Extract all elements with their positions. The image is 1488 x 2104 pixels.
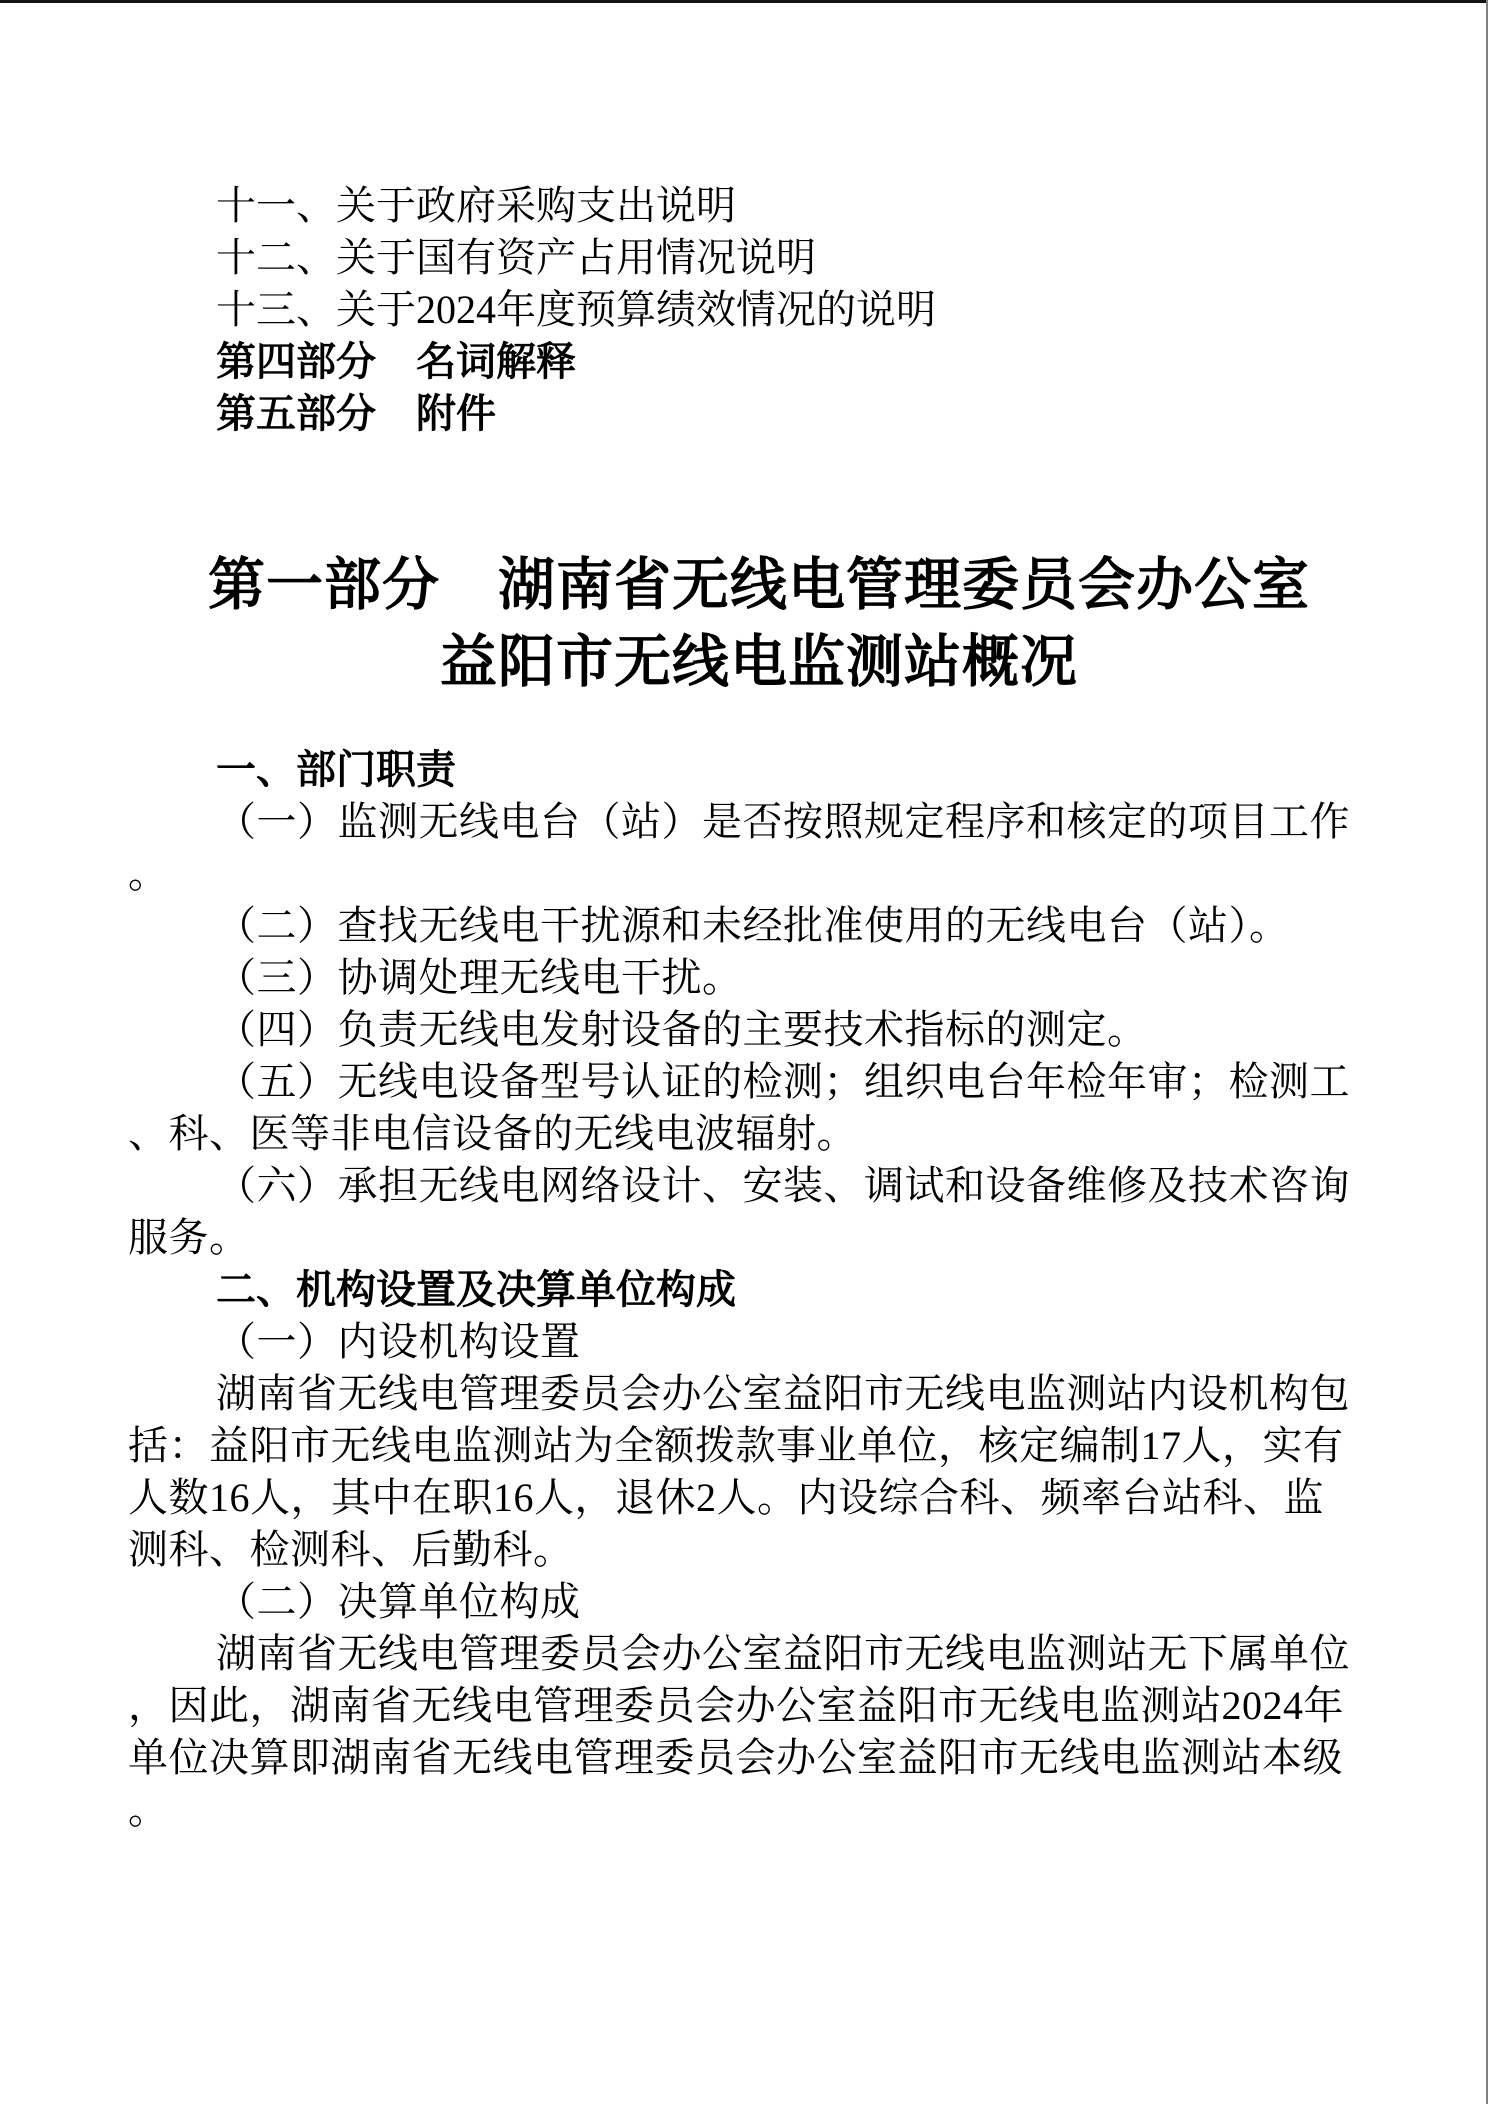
toc-item: 十二、关于国有资产占用情况说明: [216, 235, 816, 280]
toc-item: 十三、关于2024年度预算绩效情况的说明: [216, 287, 936, 332]
body-line: 湖南省无线电管理委员会办公室益阳市无线电监测站内设机构包: [216, 1371, 1350, 1416]
body-line: 单位决算即湖南省无线电管理委员会办公室益阳市无线电监测站本级: [128, 1735, 1343, 1780]
body-line: 。: [128, 1787, 169, 1832]
body-line: （三）协调处理无线电干扰。: [216, 955, 743, 1000]
body-line: （一）监测无线电台（站）是否按照规定程序和核定的项目工作: [216, 799, 1350, 844]
part-title-line-1: 第一部分 湖南省无线电管理委员会办公室: [208, 554, 1310, 617]
body-line: ，因此，湖南省无线电管理委员会办公室益阳市无线电监测站2024年: [128, 1683, 1344, 1728]
table-of-contents: [128, 180, 1390, 440]
body-line: （四）负责无线电发射设备的主要技术指标的测定。: [216, 1007, 1148, 1052]
body-line: 。: [128, 851, 169, 896]
toc-item: 十一、关于政府采购支出说明: [216, 183, 736, 228]
body-line: （二）查找无线电干扰源和未经批准使用的无线电台（站）。: [216, 903, 1290, 948]
body-line: 服务。: [128, 1215, 250, 1260]
body-line: 、科、医等非电信设备的无线电波辐射。: [128, 1111, 857, 1156]
body-line: （二）决算单位构成: [216, 1579, 581, 1624]
body-line: 测科、检测科、后勤科。: [128, 1527, 574, 1572]
part-title: [128, 547, 1390, 701]
section-heading-duties: 一、部门职责: [216, 748, 456, 792]
body-line: 人数16人，其中在职16人，退休2人。内设综合科、频率台站科、监: [128, 1475, 1324, 1520]
toc-item-part-five: 第五部分 附件: [216, 392, 496, 436]
body-line: （六）承担无线电网络设计、安装、调试和设备维修及技术咨询: [216, 1163, 1350, 1208]
document-body: [128, 744, 1390, 1836]
toc-item-part-four: 第四部分 名词解释: [216, 340, 576, 384]
body-line: 括：益阳市无线电监测站为全额拨款事业单位，核定编制17人，实有: [128, 1423, 1344, 1468]
body-line: （一）内设机构设置: [216, 1319, 581, 1364]
section-heading-org: 二、机构设置及决算单位构成: [216, 1268, 736, 1312]
part-title-line-2: 益阳市无线电监测站概况: [440, 631, 1078, 694]
page-top-edge: [0, 0, 1488, 3]
body-line: （五）无线电设备型号认证的检测；组织电台年检年审；检测工: [216, 1059, 1350, 1104]
body-line: 湖南省无线电管理委员会办公室益阳市无线电监测站无下属单位: [216, 1631, 1350, 1676]
